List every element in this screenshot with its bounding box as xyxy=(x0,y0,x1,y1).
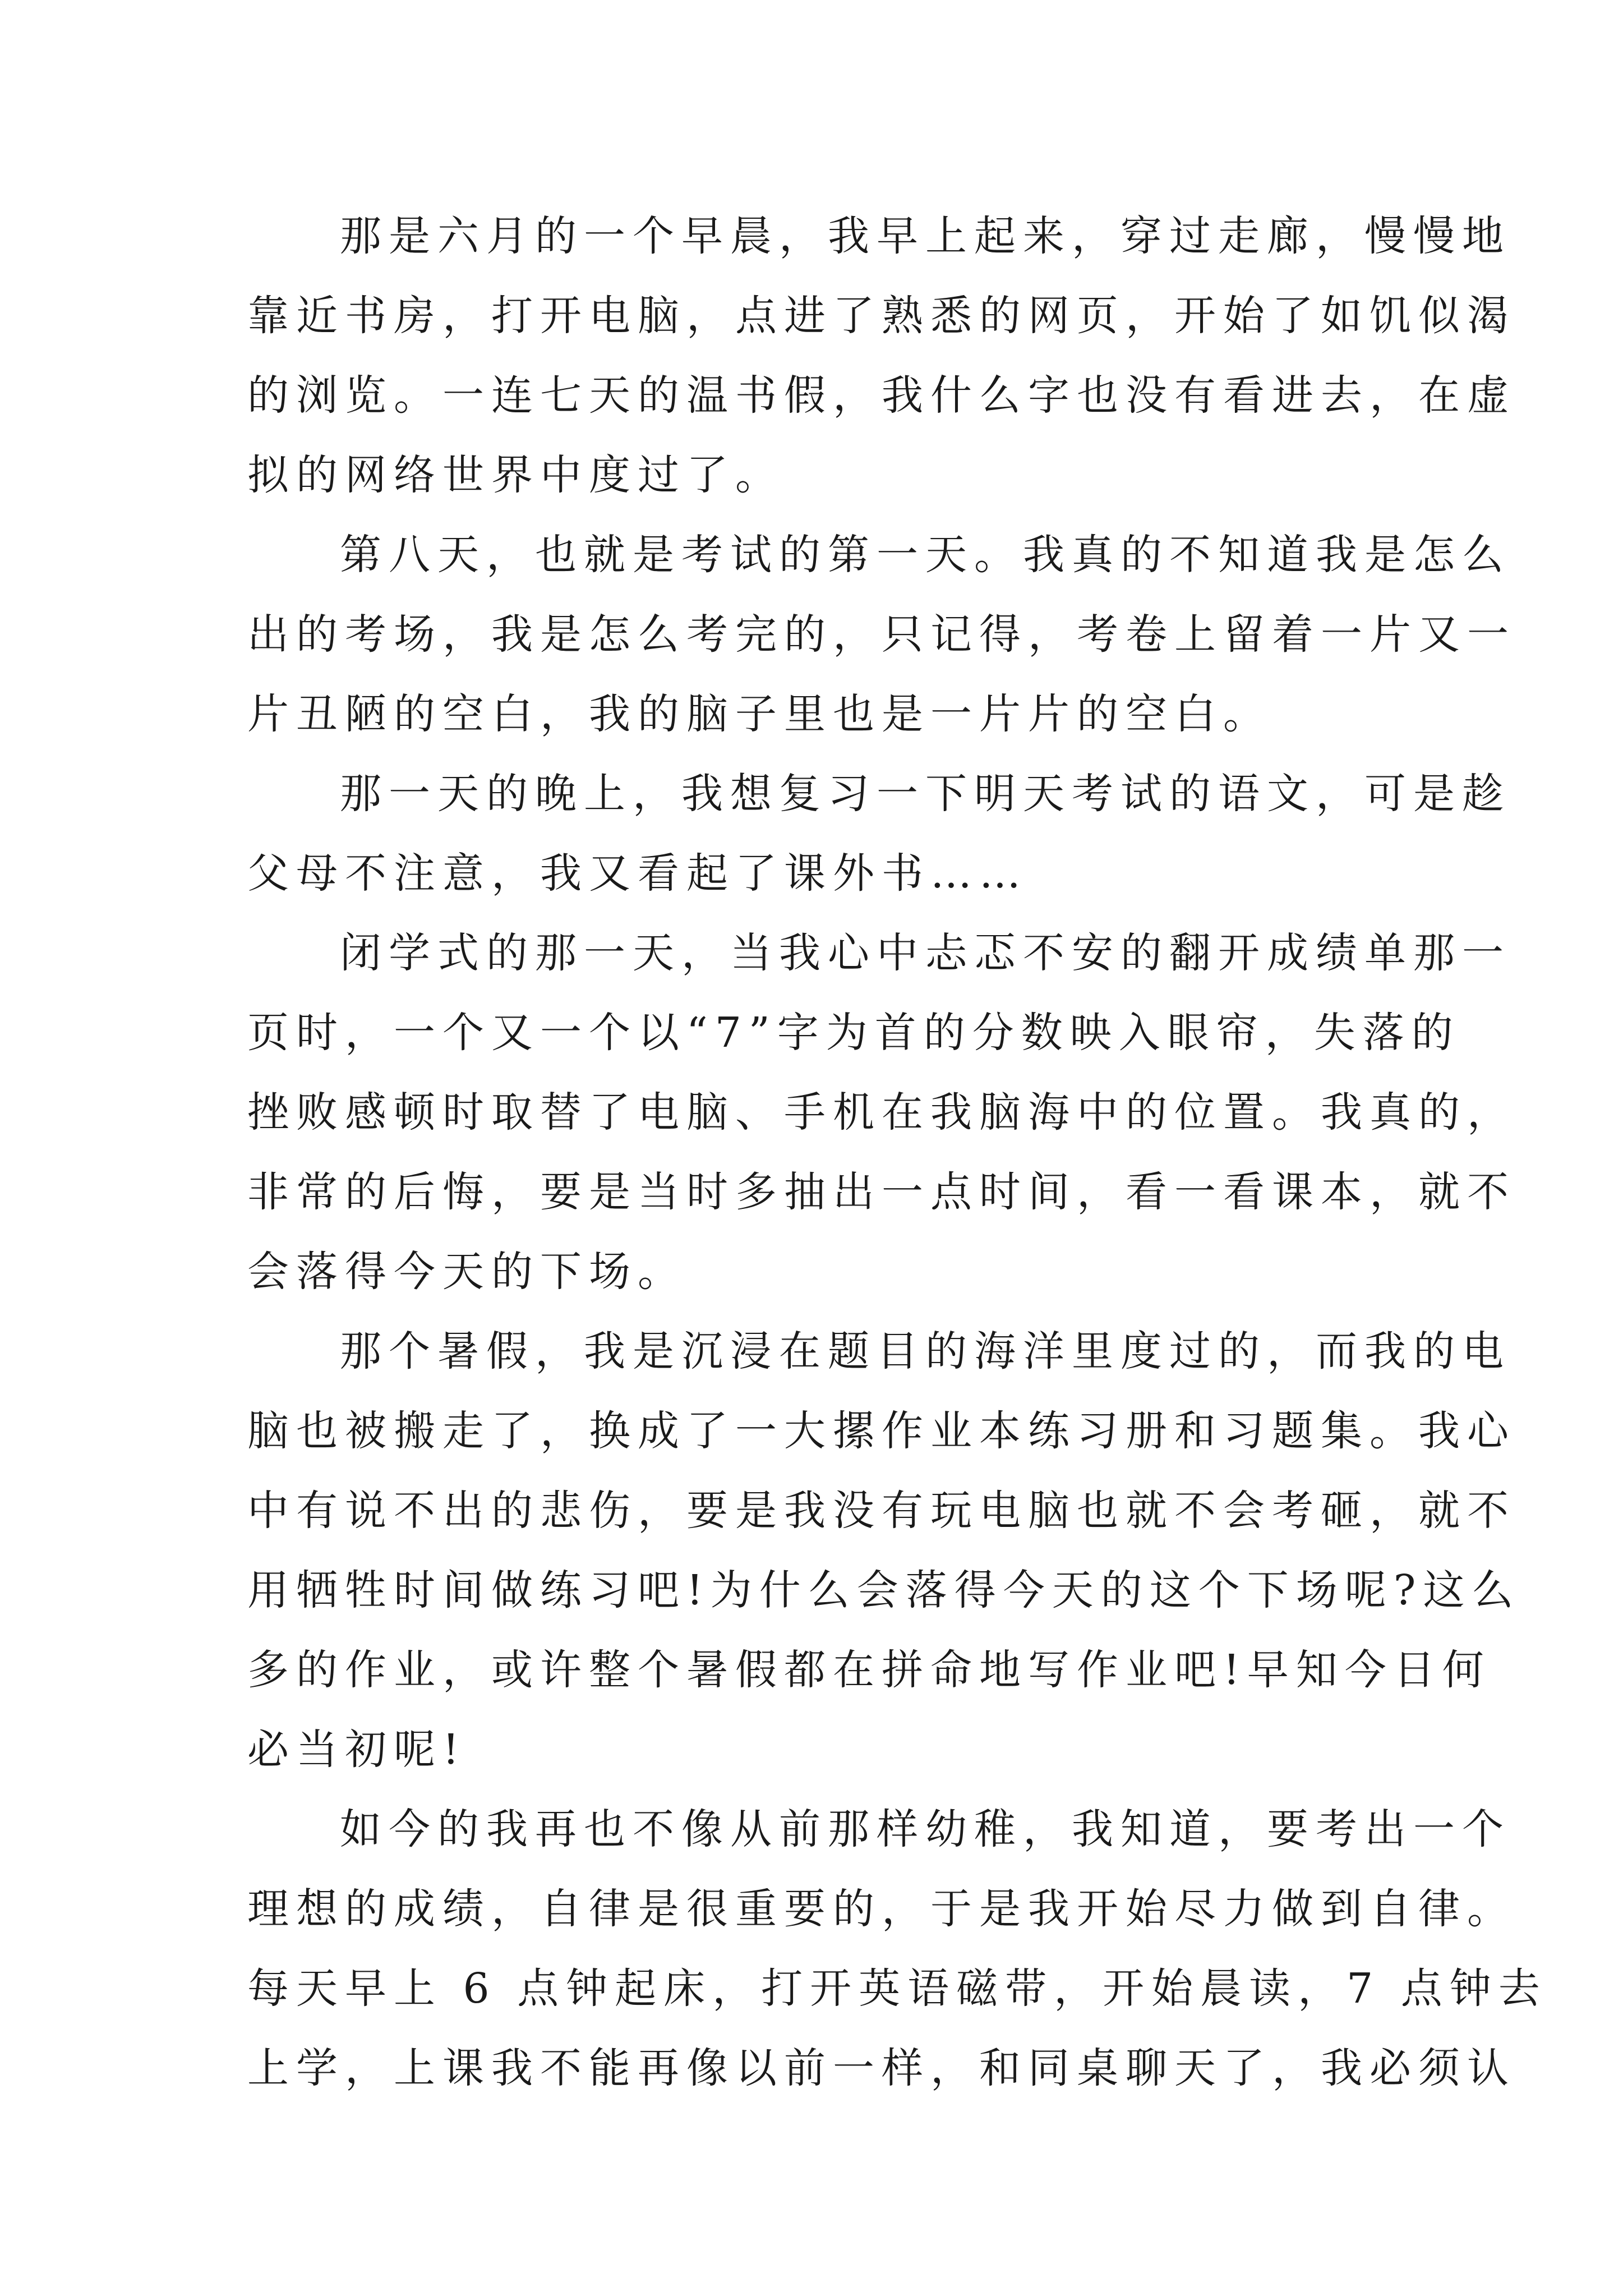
text-line: 父母不注意，我又看起了课外书…… xyxy=(247,849,1028,898)
text-line: 第八天，也就是考试的第一天。我真的不知道我是怎么 xyxy=(340,531,1511,579)
text-line: 会落得今天的下场。 xyxy=(247,1248,686,1296)
text-line: 如今的我再也不像从前那样幼稚，我知道，要考出一个 xyxy=(340,1805,1511,1853)
text-line: 那个暑假，我是沉浸在题目的海洋里度过的，而我的电 xyxy=(340,1327,1511,1375)
text-line: 出的考场，我是怎么考完的，只记得，考卷上留着一片又一 xyxy=(247,610,1516,659)
text-line: 那是六月的一个早晨，我早上起来，穿过走廊，慢慢地 xyxy=(340,212,1511,260)
text-line: 页时，一个又一个以“7”字为首的分数映入眼帘，失落的 xyxy=(247,1009,1460,1057)
text-line: 用牺牲时间做练习吧!为什么会落得今天的这个下场呢?这么 xyxy=(247,1566,1521,1614)
text-line: 必当初呢! xyxy=(247,1726,467,1774)
text-line: 片丑陋的空白，我的脑子里也是一片片的空白。 xyxy=(247,690,1272,738)
text-line: 每天早上 6 点钟起床，打开英语磁带，开始晨读，7 点钟去 xyxy=(247,1964,1547,2013)
paragraph-4 xyxy=(247,913,1516,1312)
text-line: 拟的网络世界中度过了。 xyxy=(247,451,784,499)
text-line: 脑也被搬走了，换成了一大摞作业本练习册和习题集。我心 xyxy=(247,1407,1516,1455)
paragraph-5 xyxy=(247,1312,1521,1789)
text-line: 的浏览。一连七天的温书假，我什么字也没有看进去，在虚 xyxy=(247,371,1516,420)
text-line: 挫败感顿时取替了电脑、手机在我脑海中的位置。我真的， xyxy=(247,1088,1516,1137)
text-line: 中有说不出的悲伤，要是我没有玩电脑也就不会考砸，就不 xyxy=(247,1487,1516,1535)
paragraph-6 xyxy=(247,1789,1547,2108)
body-text xyxy=(247,196,1547,2108)
paragraph-3 xyxy=(247,754,1511,913)
text-line: 那一天的晚上，我想复习一下明天考试的语文，可是趁 xyxy=(340,770,1511,818)
text-line: 上学，上课我不能再像以前一样，和同桌聊天了，我必须认 xyxy=(247,2044,1516,2092)
text-line: 多的作业，或许整个暑假都在拼命地写作业吧!早知今日何 xyxy=(247,1646,1491,1694)
text-line: 闭学式的那一天，当我心中忐忑不安的翻开成绩单那一 xyxy=(340,929,1511,977)
text-line: 理想的成绩，自律是很重要的，于是我开始尽力做到自律。 xyxy=(247,1885,1516,1933)
text-line: 靠近书房，打开电脑，点进了熟悉的网页，开始了如饥似渴 xyxy=(247,292,1516,340)
text-line: 非常的后悔，要是当时多抽出一点时间，看一看课本，就不 xyxy=(247,1168,1516,1216)
paragraph-2 xyxy=(247,515,1516,754)
paragraph-1 xyxy=(247,196,1516,515)
